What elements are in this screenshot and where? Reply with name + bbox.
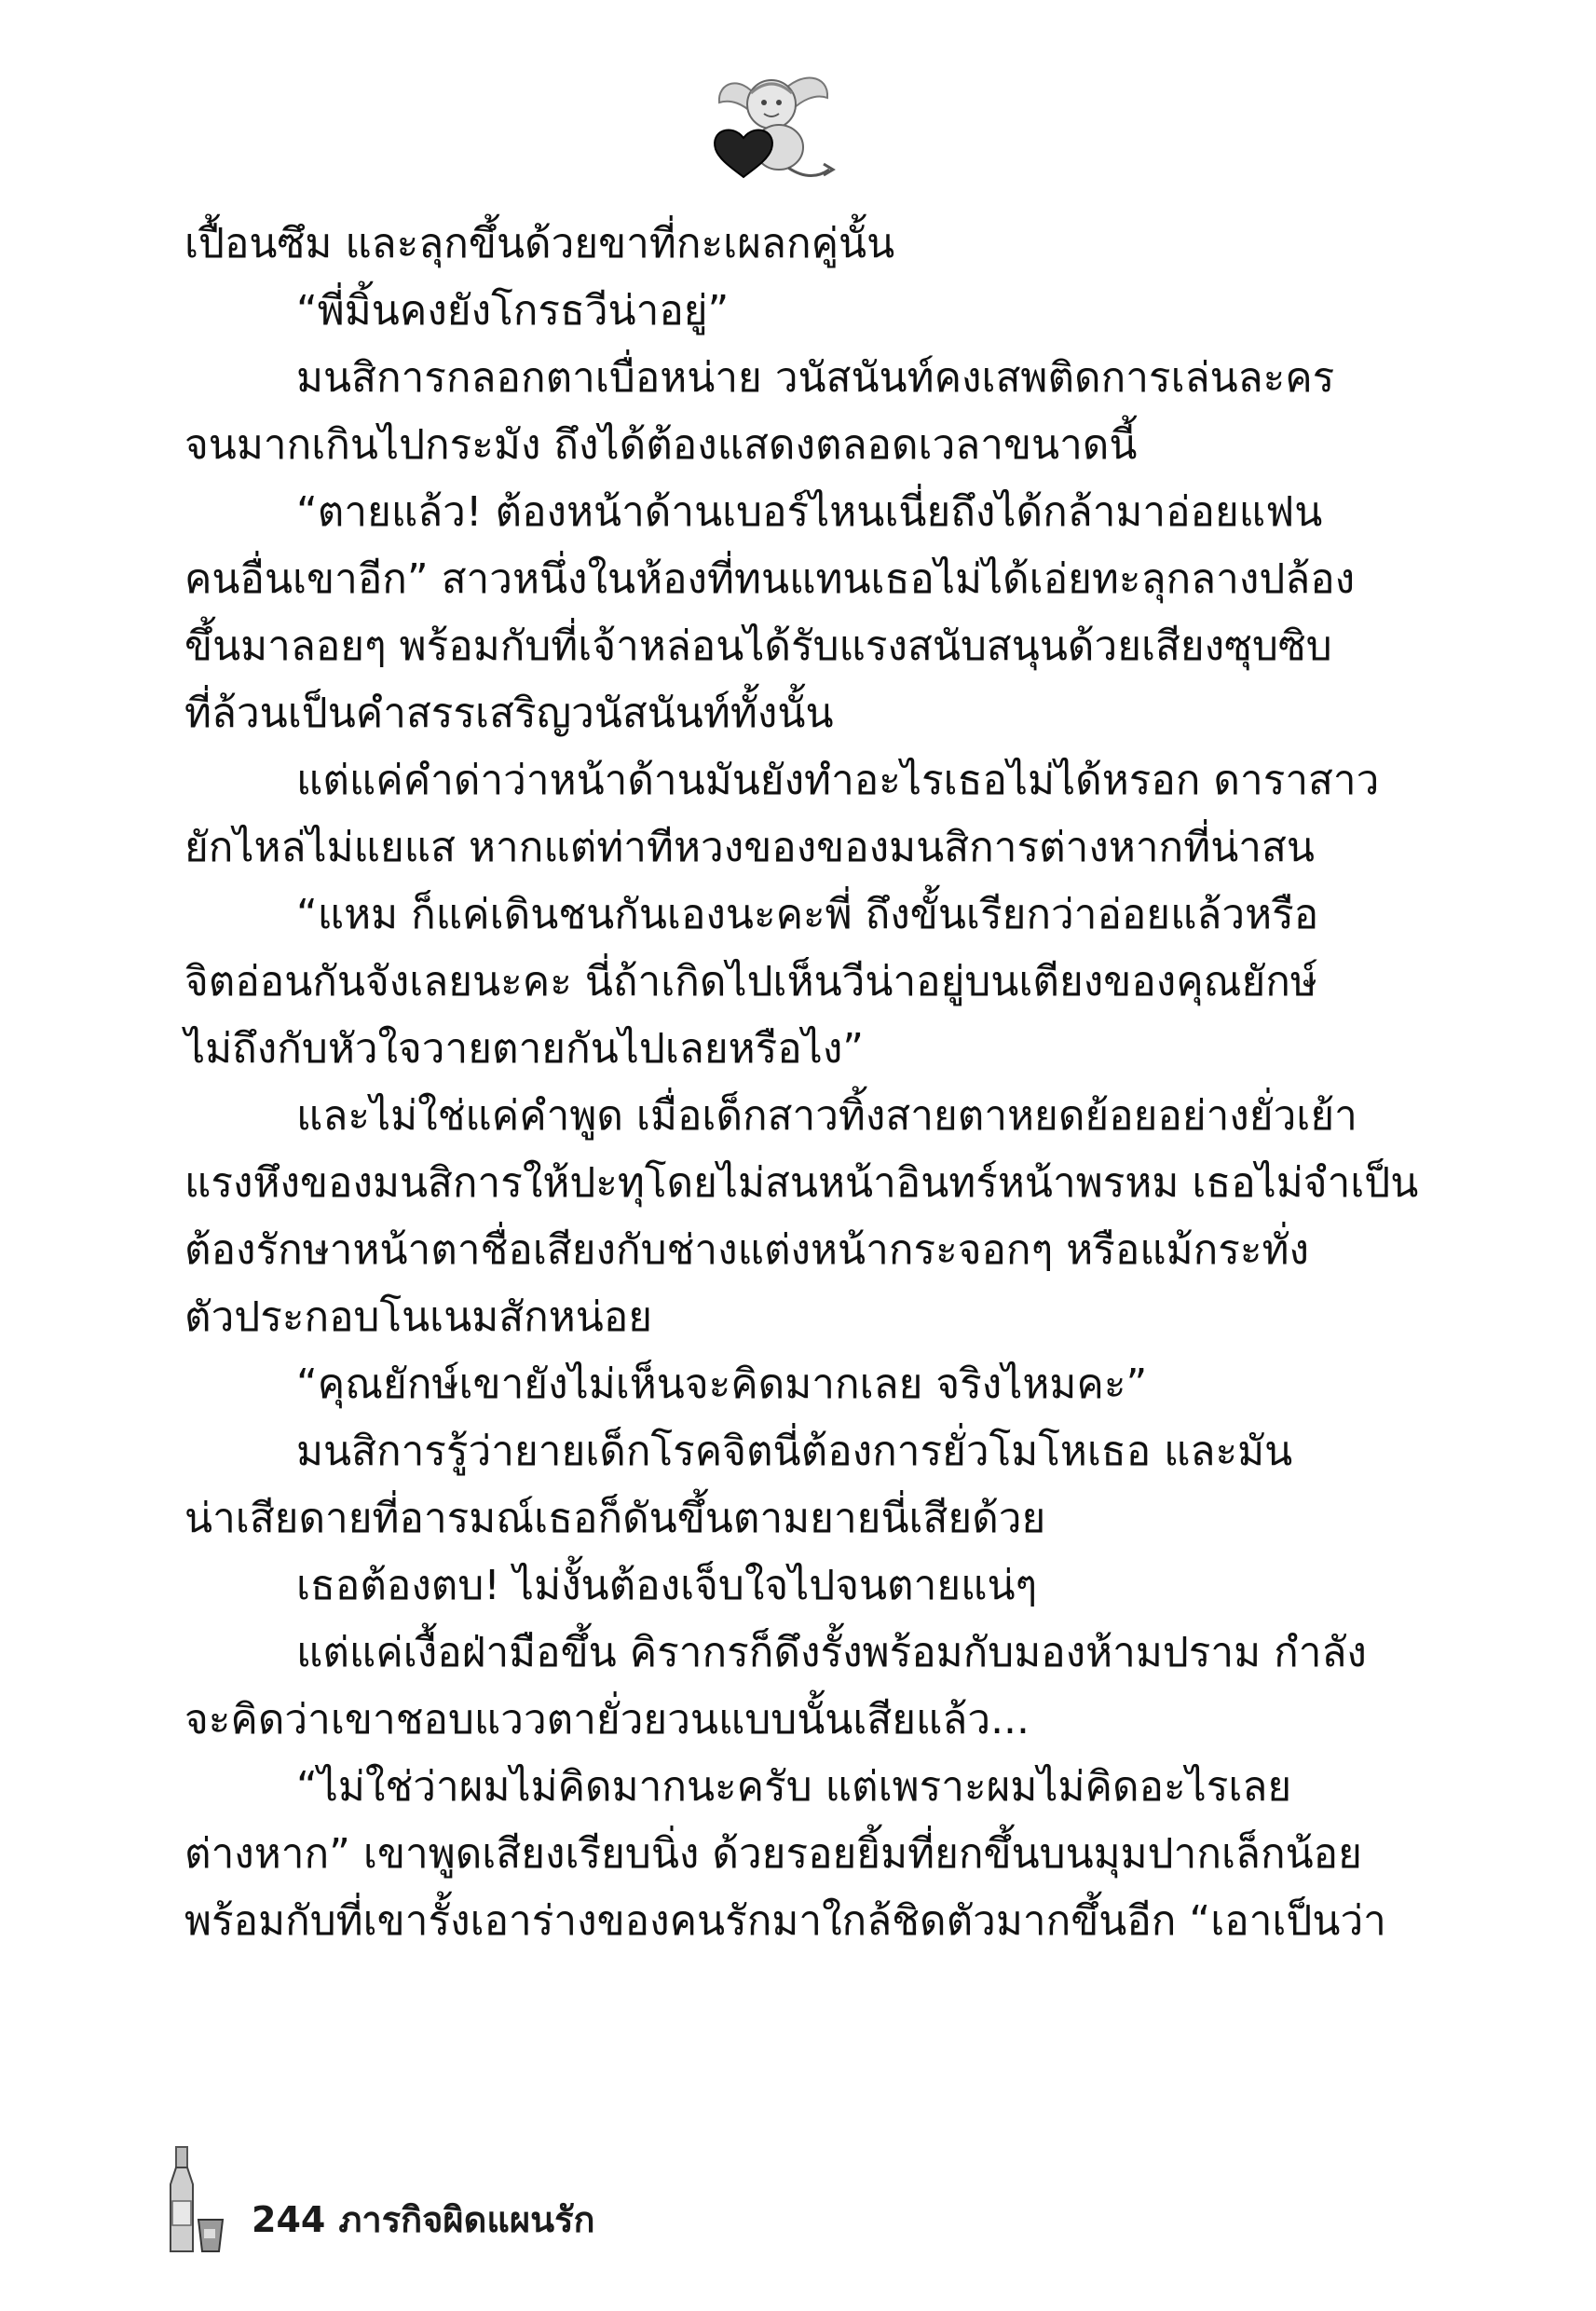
text-line: ขึ้นมาลอยๆ พร้อมกับที่เจ้าหล่อนได้รับแรงสนับสนุนด้วยเสียงซุบซิบ [184, 622, 1332, 670]
text-line: คนอื่นเขาอีก” สาวหนึ่งในห้องที่ทนแทนเธอไม่ได้เอ่ยทะลุกลางปล้อง [184, 555, 1356, 603]
text-line: และไม่ใช่แค่คำพูด เมื่อเด็กสาวทิ้งสายตาหยดย้อยอย่างยั่วเย้า [296, 1092, 1357, 1140]
text-line: ไม่ถึงกับหัวใจวายตายกันไปเลยหรือไง” [184, 1025, 865, 1073]
text-line: จิตอ่อนกันจังเลยนะคะ นี่ถ้าเกิดไปเห็นวีน่าอยู่บนเตียงของคุณยักษ์ [184, 958, 1317, 1005]
text-line: มนสิการกลอกตาเบื่อหน่าย วนัสนันท์คงเสพติดการเล่นละคร [296, 354, 1335, 402]
text-line: “พี่มิ้นคงยังโกรธวีน่าอยู่” [296, 287, 730, 335]
cupid-heart-icon [699, 65, 839, 186]
text-line: จนมากเกินไปกระมัง ถึงได้ต้องแสดงตลอดเวลาขนาดนี้ [184, 421, 1138, 469]
body-text [184, 211, 1419, 1955]
text-line: พร้อมกับที่เขารั้งเอาร่างของคนรักมาใกล้ชิดตัวมากขึ้นอีก “เอาเป็นว่า [184, 1897, 1386, 1945]
page-number: 244 [252, 2199, 326, 2240]
text-line: ตัวประกอบโนเนมสักหน่อย [184, 1293, 653, 1341]
text-line: ยักไหล่ไม่แยแส หากแต่ท่าทีหวงของของมนสิการต่างหากที่น่าสน [184, 824, 1315, 871]
text-line: มนสิการรู้ว่ายายเด็กโรคจิตนี่ต้องการยั่วโมโหเธอ และมัน [296, 1428, 1293, 1475]
bottle-glass-icon [163, 2143, 228, 2255]
page-footer [163, 2143, 815, 2255]
text-line: แต่แค่คำด่าว่าหน้าด้านมันยังทำอะไรเธอไม่ได้หรอก ดาราสาว [296, 757, 1380, 804]
text-line: “ตายแล้ว! ต้องหน้าด้านเบอร์ไหนเนี่ยถึงได้กล้ามาอ่อยแฟน [296, 488, 1323, 536]
text-line: เปื้อนซึม และลุกขึ้นด้วยขาที่กะเผลกคู่นั้น [184, 220, 895, 267]
text-line: “ไม่ใช่ว่าผมไม่คิดมากนะครับ แต่เพราะผมไม่คิดอะไรเลย [296, 1763, 1292, 1811]
text-line: เธอต้องตบ! ไม่งั้นต้องเจ็บใจไปจนตายแน่ๆ [296, 1562, 1038, 1609]
text-line: ต่างหาก” เขาพูดเสียงเรียบนิ่ง ด้วยรอยยิ้มที่ยกขึ้นบนมุมปากเล็กน้อย [184, 1830, 1362, 1878]
text-line: แต่แค่เงื้อฝ่ามือขึ้น คิรากรก็ดึงรั้งพร้อมกับมองห้ามปราม กำลัง [296, 1629, 1367, 1676]
text-line: จะคิดว่าเขาชอบแววตายั่วยวนแบบนั้นเสียแล้ว... [184, 1696, 1030, 1744]
book-title: ภารกิจผิดแผนรัก [338, 2199, 595, 2240]
text-line: ต้องรักษาหน้าตาชื่อเสียงกับช่างแต่งหน้ากระจอกๆ หรือแม้กระทั่ง [184, 1226, 1310, 1274]
text-line: “แหม ก็แค่เดินชนกันเองนะคะพี่ ถึงขั้นเรียกว่าอ่อยแล้วหรือ [296, 891, 1319, 938]
footer-text [252, 2199, 608, 2240]
text-line: ที่ล้วนเป็นคำสรรเสริญวนัสนันท์ทั้งนั้น [184, 690, 834, 737]
text-line: น่าเสียดายที่อารมณ์เธอก็ดันขึ้นตามยายนี่เสียด้วย [184, 1495, 1046, 1542]
text-line: แรงหึงของมนสิการให้ปะทุโดยไม่สนหน้าอินทร์หน้าพรหม เธอไม่จำเป็น [184, 1159, 1419, 1207]
text-line: “คุณยักษ์เขายังไม่เห็นจะคิดมากเลย จริงไหมคะ” [296, 1361, 1148, 1408]
